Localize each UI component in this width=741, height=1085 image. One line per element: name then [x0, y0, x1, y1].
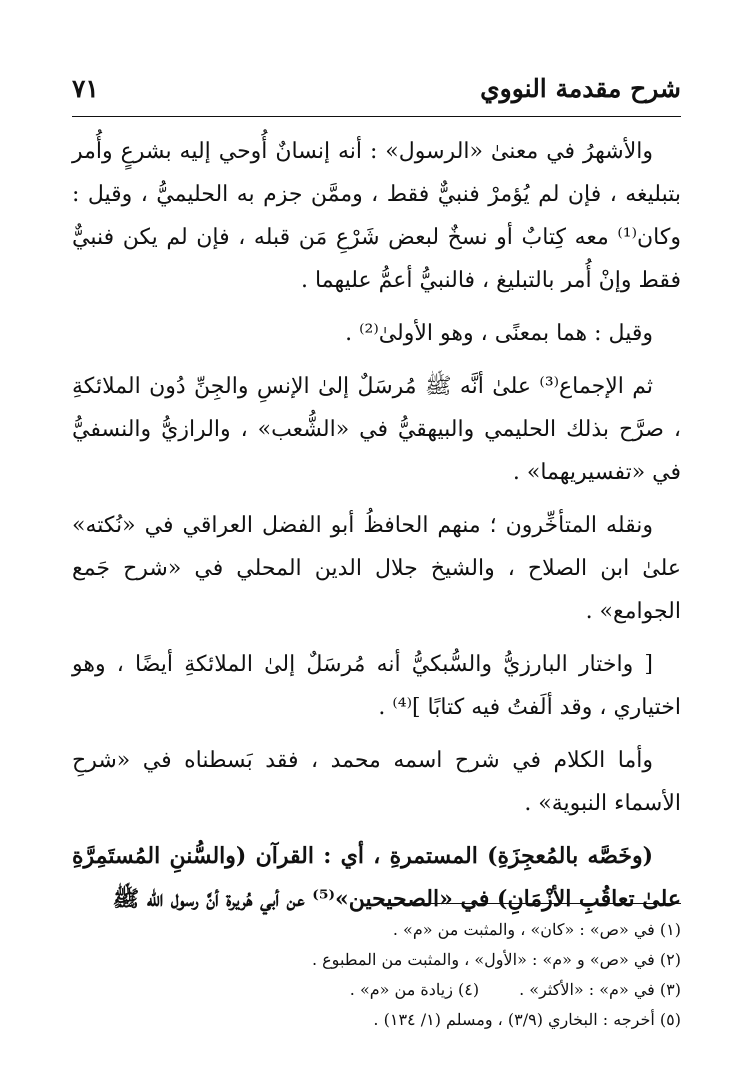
footnote-3: (٣) في «م» : «الأكثر» . — [519, 980, 681, 999]
page-header — [72, 74, 681, 114]
footnote-4: (٤) زيادة من «م» . — [349, 980, 480, 999]
footnote-row-3-4 — [72, 975, 681, 1005]
paragraph-later-scholars: ونقله المتأخِّرون ؛ منهم الحافظُ أبو الفضل العراقي في «نُكته» علىٰ ابن الصلاح ، والشيخ جلال الدين المحلي في «شرح جَمع الجوامع» . — [72, 513, 681, 624]
paragraph-name-muhammad: وأما الكلام في شرح اسمه محمد ، فقد بَسطناه في «شرحِ الأسماء النبوية» . — [72, 748, 681, 816]
paragraph-bracketed-addition: [ واختار البارزيُّ والسُّبكيُّ أنه مُرسَلٌ إلىٰ الملائكةِ أيضًا ، وهو اختياري ، وقد ألَفتُ فيه كتابًا ]⁽⁴⁾ . — [72, 652, 681, 720]
header-divider — [72, 116, 681, 117]
footnote-2: (٢) في «ص» و «م» : «الأول» ، والمثبت من المطبوع . — [311, 950, 681, 969]
footnote-1: (١) في «ص» : «كان» ، والمثبت من «م» . — [392, 920, 681, 939]
main-text — [72, 130, 681, 931]
paragraph-consensus: ثم الإجماع⁽³⁾ علىٰ أنَّه ﷺ مُرسَلٌ إلىٰ الإنسِ والجِنِّ دُون الملائكةِ ، صرَّح بذلك الحليمي والبيهقيُّ في «الشُّعب» ، والرازيُّ والنسفيُّ في «تفسيريهما» . — [72, 374, 681, 485]
paragraph-rasul-definition: والأشهرُ في معنىٰ «الرسول» : أنه إنسانٌ أُوحي إليه بشرعٍ وأُمر بتبليغه ، فإن لم يُؤمرْ فنبيٌّ فقط ، وممَّن جزم به الحليميُّ ، وقيل : وكان⁽¹⁾ معه كِتابٌ أو نسخٌ لبعض شَرْعِ مَن قبله ، فإن لم يكن فنبيٌّ فقط وإنْ أُمر بالتبليغ ، فالنبيُّ أعمُّ عليهما . — [72, 139, 681, 293]
footnote-divider — [385, 903, 681, 904]
running-title: شرح مقدمة النووي — [480, 74, 681, 103]
footnote-5: (٥) أخرجه : البخاري (٣/٩) ، ومسلم (١/ ١٣٤) . — [373, 1010, 681, 1029]
paragraph-matn-quote: (وخَصَّه بالمُعجِزَةِ) المستمرةِ ، أي : القرآن (والسُّننِ المُستَمِرَّةِ علىٰ تعاقُبِ الأزْمَانِ) في «الصحيحين»⁽⁵⁾ عن أبي هُريرة أنَّ رسول اللّٰه ﷺ — [72, 843, 681, 912]
footnotes — [72, 915, 681, 1035]
paragraph-alternative-view: وقيل : هما بمعنًى ، وهو الأولىٰ⁽²⁾ . — [345, 321, 653, 346]
page-number: ٧١ — [72, 74, 99, 103]
